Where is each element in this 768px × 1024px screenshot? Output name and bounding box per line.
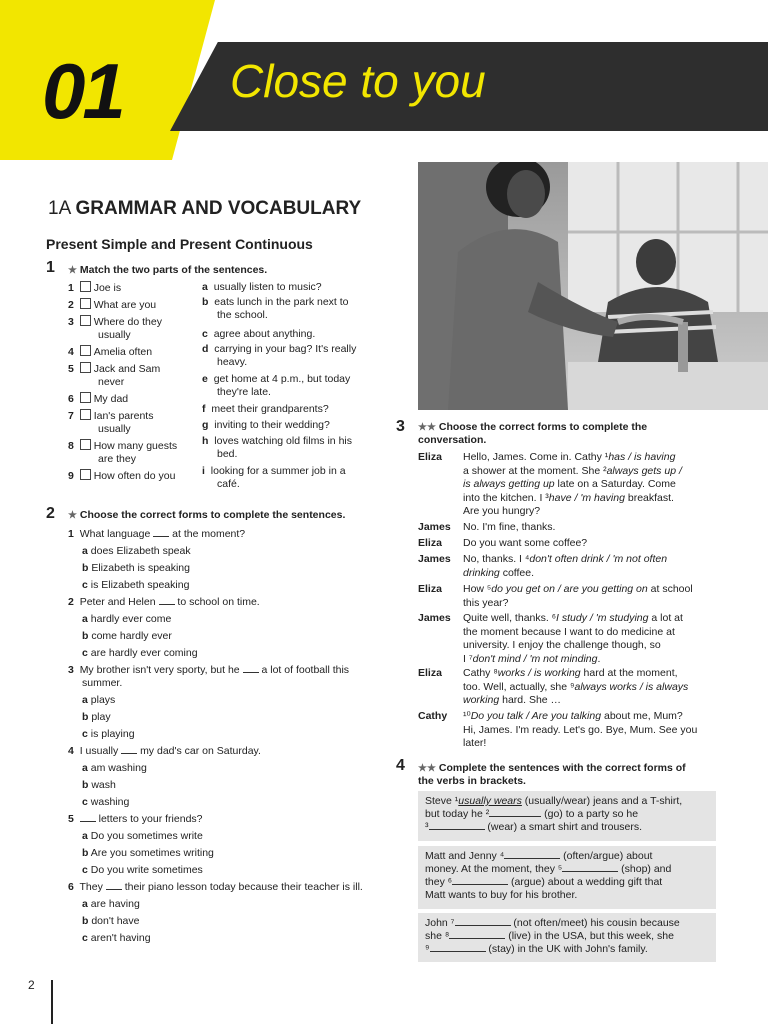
ex4-box-1-text: Steve ¹usually wears (usually/wear) jeans and a T-shirt, but today he ² (go) to a party so he ³ (wear) a smart shirt and trousers. — [425, 795, 683, 833]
option[interactable]: c are hardly ever coming — [82, 647, 198, 659]
ex2-instruction: ★ Choose the correct forms to complete the sentences. — [68, 509, 346, 521]
answer-blank[interactable] — [452, 884, 508, 885]
list-item: h loves watching old films in his bed. — [202, 435, 352, 460]
speaker-name: Eliza — [418, 667, 442, 679]
list-item: 9 How often do you — [68, 470, 176, 482]
answer-checkbox[interactable] — [80, 439, 91, 450]
ex4-box-2-text: Matt and Jenny ⁴ (often/argue) about money. At the moment, they ⁵ (shop) and they ⁶ (argue) about a wedding gift that Matt wants to buy for his brother. — [425, 850, 672, 901]
answer-blank[interactable] — [504, 858, 560, 859]
ex3-number: 3 — [396, 418, 405, 435]
list-item: b eats lunch in the park next to the school. — [202, 296, 349, 321]
dialogue-line: Hi, James. I'm ready. Let's go. Bye, Mum. See you — [463, 723, 698, 736]
option[interactable]: b play — [82, 711, 111, 723]
list-item: 4 Amelia often — [68, 346, 153, 358]
section-heading: 1A GRAMMAR AND VOCABULARY — [48, 198, 362, 219]
option[interactable]: c washing — [82, 796, 130, 808]
option[interactable]: c is playing — [82, 728, 135, 740]
option[interactable]: a does Elizabeth speak — [82, 545, 191, 557]
speaker-name: Cathy — [418, 710, 448, 722]
list-item: 7 Ian's parents usually — [68, 410, 154, 435]
list-item: c agree about anything. — [202, 328, 316, 340]
list-item: 5 Jack and Sam never — [68, 363, 161, 388]
option[interactable]: a Do you sometimes write — [82, 830, 203, 842]
answer-checkbox[interactable] — [80, 392, 91, 403]
subheading: Present Simple and Present Continuous — [46, 236, 313, 252]
dialogue-line: ¹⁰Do you talk / Are you talking about me, Mum? — [463, 710, 683, 722]
option[interactable]: a am washing — [82, 762, 147, 774]
question-item: 5 letters to your friends? — [68, 813, 203, 825]
option[interactable]: a hardly ever come — [82, 613, 172, 625]
option[interactable]: b don't have — [82, 915, 140, 927]
dialogue-line: working hard. She … — [463, 694, 562, 707]
unit-title: Close to you — [230, 55, 486, 107]
speaker-name: James — [418, 521, 451, 533]
question-item: 3 My brother isn't very sporty, but he a lot of football this summer. — [68, 664, 350, 689]
dialogue-line: Are you hungry? — [463, 505, 541, 518]
dialogue-line: Do you want some coffee? — [463, 537, 588, 549]
dialogue-line: No, thanks. I ⁴don't often drink / 'm not often — [463, 553, 668, 565]
list-item: 2 What are you — [68, 299, 157, 311]
dialogue-line: Quite well, thanks. ⁶I study / 'm studying a lot at — [463, 612, 683, 624]
list-item: e get home at 4 p.m., but today they're late. — [202, 373, 351, 398]
list-item: d carrying in your bag? It's really heavy. — [202, 343, 357, 368]
answer-blank[interactable] — [429, 829, 485, 830]
list-item: f meet their grandparents? — [202, 403, 329, 415]
question-item: 2 Peter and Helen to school on time. — [68, 596, 260, 608]
answer-blank[interactable] — [455, 925, 511, 926]
unit-number: 01 — [42, 47, 123, 135]
dialogue-line: drinking coffee. — [463, 566, 535, 579]
dialogue-line: later! — [463, 737, 487, 750]
ex4-box-3-text: John ⁷ (not often/meet) his cousin because she ⁸ (live) in the USA, but this week, she ⁹ (stay) in the UK with John's family. — [425, 917, 680, 955]
speaker-name: Eliza — [418, 537, 442, 549]
question-item: 6 They their piano lesson today because their teacher is ill. — [68, 881, 363, 893]
speaker-name: James — [418, 612, 451, 624]
list-item: 8 How many guests are they — [68, 440, 178, 465]
answer-checkbox[interactable] — [80, 469, 91, 480]
option[interactable]: c Do you write sometimes — [82, 864, 203, 876]
speaker-name: Eliza — [418, 583, 442, 595]
option[interactable]: a plays — [82, 694, 116, 706]
speaker-name: Eliza — [418, 451, 442, 463]
ex2-number: 2 — [46, 505, 55, 522]
ex1-right-list — [202, 281, 362, 495]
option[interactable]: b come hardly ever — [82, 630, 172, 642]
option[interactable]: c is Elizabeth speaking — [82, 579, 190, 591]
list-item: 1 Joe is — [68, 282, 122, 294]
dialogue-line: a shower at the moment. She ²always gets up / — [463, 464, 682, 477]
dialogue-line: this year? — [463, 596, 509, 609]
dialogue-line: Cathy ⁸works / is working hard at the moment, — [463, 667, 678, 679]
dialogue-line: How ⁵do you get on / are you getting on at school — [463, 583, 693, 595]
ex4-instruction: ★★ Complete the sentences with the correct forms of the verbs in brackets. — [418, 762, 686, 787]
answer-blank[interactable] — [449, 938, 505, 939]
option[interactable]: c aren't having — [82, 932, 151, 944]
ex3-instruction: ★★ Choose the correct forms to complete the conversation. — [418, 421, 648, 446]
ex1-number: 1 — [46, 259, 55, 276]
answer-blank[interactable] — [430, 951, 486, 952]
dialogue-line: is always getting up late on a Saturday. Come — [463, 478, 676, 491]
answer-checkbox[interactable] — [80, 298, 91, 309]
dialogue-line: into the kitchen. I ³have / 'm having breakfast. — [463, 491, 674, 504]
dialogue-line: No. I'm fine, thanks. — [463, 521, 556, 533]
answer-blank[interactable] — [489, 816, 541, 817]
option[interactable]: a are having — [82, 898, 140, 910]
ex1-left-list — [68, 281, 178, 499]
list-item: i looking for a summer job in a café. — [202, 465, 346, 490]
question-item: 4 I usually my dad's car on Saturday. — [68, 745, 261, 757]
list-item: 3 Where do they usually — [68, 316, 162, 341]
answer-checkbox[interactable] — [80, 409, 91, 420]
question-item: 1 What language at the moment? — [68, 528, 246, 540]
speaker-name: James — [418, 553, 451, 565]
ex4-number: 4 — [396, 757, 405, 774]
dialogue-line: too. Well, actually, she ⁹always works / is always — [463, 680, 689, 693]
option[interactable]: b wash — [82, 779, 116, 791]
answer-checkbox[interactable] — [80, 281, 91, 292]
ex2-items — [68, 526, 368, 947]
ex1-instruction: ★ Match the two parts of the sentences. — [68, 264, 268, 276]
list-item: 6 My dad — [68, 393, 129, 405]
option[interactable]: b Are you sometimes writing — [82, 847, 214, 859]
list-item: g inviting to their wedding? — [202, 419, 330, 431]
kitchen-photo — [418, 162, 768, 410]
option[interactable]: b Elizabeth is speaking — [82, 562, 190, 574]
list-item: a usually listen to music? — [202, 281, 322, 293]
answer-checkbox[interactable] — [80, 315, 91, 326]
dialogue-line: Hello, James. Come in. Cathy ¹has / is having — [463, 451, 676, 463]
page-number: 2 — [28, 978, 35, 992]
dialogue-line: I ⁷don't mind / 'm not minding. — [463, 652, 601, 665]
answer-blank[interactable] — [562, 871, 618, 872]
answer-checkbox[interactable] — [80, 362, 91, 373]
answer-checkbox[interactable] — [80, 345, 91, 356]
footer-rule — [51, 980, 53, 1024]
dialogue-line: university. I enjoy the challenge though, so — [463, 639, 661, 652]
dialogue-line: the moment because I want to do medicine at — [463, 625, 675, 638]
